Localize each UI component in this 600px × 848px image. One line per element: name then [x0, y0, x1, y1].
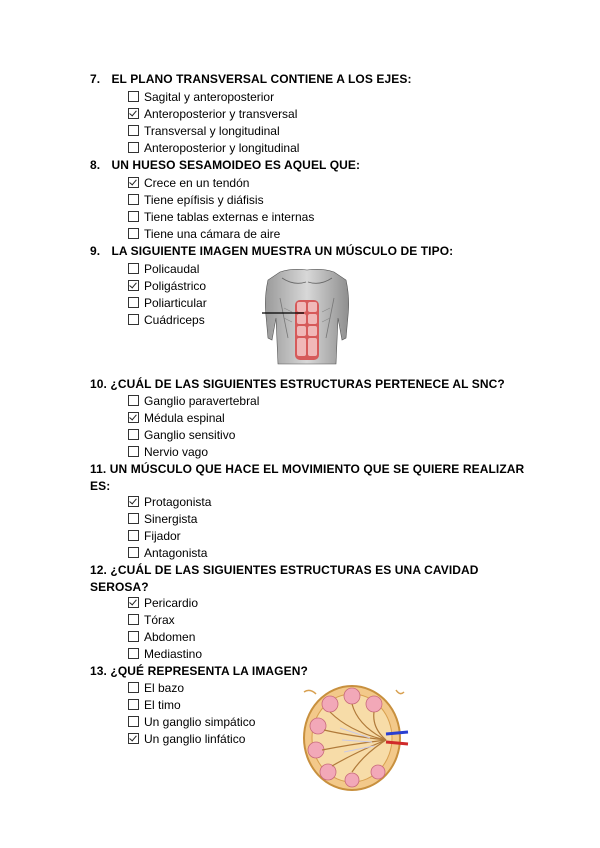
- option-label: Antagonista: [144, 546, 208, 560]
- question-text: ¿QUÉ REPRESENTA LA IMAGEN?: [110, 664, 308, 678]
- option[interactable]: [128, 612, 175, 629]
- option[interactable]: [128, 595, 198, 612]
- question-13: [90, 663, 520, 680]
- checkbox[interactable]: [128, 211, 139, 222]
- option-label: Fijador: [144, 529, 181, 543]
- option[interactable]: [128, 427, 235, 444]
- option-label: Sagital y anteroposterior: [144, 90, 275, 104]
- checkbox-checked[interactable]: [128, 280, 139, 291]
- question-number: 9.: [90, 244, 101, 258]
- question-8: [90, 157, 520, 174]
- option[interactable]: [128, 714, 255, 731]
- option-label: El timo: [144, 698, 181, 712]
- question-text: UN MÚSCULO QUE HACE EL MOVIMIENTO QUE SE QUIERE REALIZAR ES:: [90, 462, 525, 493]
- option-label: Médula espinal: [144, 411, 225, 425]
- question-11: [90, 461, 530, 495]
- checkbox[interactable]: [128, 547, 139, 558]
- question-text: ¿CUÁL DE LAS SIGUIENTES ESTRUCTURAS PERTENECE AL SNC?: [110, 377, 505, 391]
- checkbox[interactable]: [128, 631, 139, 642]
- question-number: 8.: [90, 158, 101, 172]
- option-label: El bazo: [144, 681, 185, 695]
- option-label: Tórax: [144, 613, 175, 627]
- checkbox[interactable]: [128, 194, 139, 205]
- option[interactable]: [128, 123, 280, 140]
- option[interactable]: [128, 444, 208, 461]
- option[interactable]: [128, 226, 280, 243]
- question-text: EL PLANO TRANSVERSAL CONTIENE A LOS EJES:: [111, 72, 412, 86]
- option-label: Poligástrico: [144, 279, 207, 293]
- abdominal-muscle-image: [262, 268, 352, 368]
- checkbox-checked[interactable]: [128, 412, 139, 423]
- question-number: 11.: [90, 462, 107, 476]
- checkbox-checked[interactable]: [128, 496, 139, 507]
- option[interactable]: [128, 261, 199, 278]
- option-label: Transversal y longitudinal: [144, 124, 280, 138]
- option[interactable]: [128, 680, 184, 697]
- question-10: [90, 376, 520, 393]
- question-9: [90, 243, 520, 260]
- option-label: Un ganglio simpático: [144, 715, 256, 729]
- option-label: Sinergista: [144, 512, 198, 526]
- question-number: 7.: [90, 72, 101, 86]
- checkbox[interactable]: [128, 395, 139, 406]
- option-label: Abdomen: [144, 630, 196, 644]
- option-label: Un ganglio linfático: [144, 732, 246, 746]
- option[interactable]: [128, 192, 264, 209]
- option[interactable]: [128, 209, 314, 226]
- option[interactable]: [128, 140, 299, 157]
- checkbox[interactable]: [128, 429, 139, 440]
- option-label: Pericardio: [144, 596, 199, 610]
- checkbox[interactable]: [128, 297, 139, 308]
- option-label: Protagonista: [144, 495, 212, 509]
- option[interactable]: [128, 545, 207, 562]
- question-number: 12.: [90, 563, 107, 577]
- checkbox-checked[interactable]: [128, 177, 139, 188]
- option[interactable]: [128, 697, 181, 714]
- option[interactable]: [128, 278, 206, 295]
- option[interactable]: [128, 89, 274, 106]
- option[interactable]: [128, 312, 205, 329]
- question-text: LA SIGUIENTE IMAGEN MUESTRA UN MÚSCULO DE TIPO:: [111, 244, 454, 258]
- question-7: [90, 71, 520, 88]
- question-number: 10.: [90, 377, 107, 391]
- checkbox[interactable]: [128, 614, 139, 625]
- option[interactable]: [128, 494, 211, 511]
- option-label: Cuádriceps: [144, 313, 205, 327]
- question-12: [90, 562, 490, 596]
- option[interactable]: [128, 629, 195, 646]
- option-label: Tiene tablas externas e internas: [144, 210, 315, 224]
- option[interactable]: [128, 528, 181, 545]
- option-label: Poliarticular: [144, 296, 207, 310]
- checkbox[interactable]: [128, 125, 139, 136]
- lymph-node-image: [300, 682, 410, 792]
- checkbox[interactable]: [128, 648, 139, 659]
- checkbox-checked[interactable]: [128, 733, 139, 744]
- checkbox[interactable]: [128, 699, 139, 710]
- checkbox[interactable]: [128, 228, 139, 239]
- checkbox-checked[interactable]: [128, 597, 139, 608]
- option[interactable]: [128, 295, 207, 312]
- option[interactable]: [128, 410, 225, 427]
- question-text: ¿CUÁL DE LAS SIGUIENTES ESTRUCTURAS ES UNA CAVIDAD SEROSA?: [90, 563, 479, 594]
- option-label: Nervio vago: [144, 445, 209, 459]
- checkbox[interactable]: [128, 513, 139, 524]
- option[interactable]: [128, 175, 249, 192]
- option[interactable]: [128, 106, 297, 123]
- option-label: Ganglio sensitivo: [144, 428, 236, 442]
- checkbox[interactable]: [128, 142, 139, 153]
- option[interactable]: [128, 511, 197, 528]
- option-label: Tiene epífisis y diáfisis: [144, 193, 264, 207]
- checkbox-checked[interactable]: [128, 108, 139, 119]
- question-text: UN HUESO SESAMOIDEO ES AQUEL QUE:: [111, 158, 361, 172]
- option-label: Ganglio paravertebral: [144, 394, 260, 408]
- option-label: Anteroposterior y longitudinal: [144, 141, 300, 155]
- checkbox[interactable]: [128, 530, 139, 541]
- checkbox[interactable]: [128, 91, 139, 102]
- checkbox[interactable]: [128, 446, 139, 457]
- option-label: Anteroposterior y transversal: [144, 107, 298, 121]
- option-label: Policaudal: [144, 262, 200, 276]
- checkbox[interactable]: [128, 682, 139, 693]
- option-label: Tiene una cámara de aire: [144, 227, 281, 241]
- checkbox[interactable]: [128, 263, 139, 274]
- question-number: 13.: [90, 664, 107, 678]
- checkbox[interactable]: [128, 716, 139, 727]
- checkbox[interactable]: [128, 314, 139, 325]
- option[interactable]: [128, 393, 259, 410]
- option-label: Mediastino: [144, 647, 203, 661]
- option[interactable]: [128, 731, 245, 748]
- option-label: Crece en un tendón: [144, 176, 250, 190]
- option[interactable]: [128, 646, 202, 663]
